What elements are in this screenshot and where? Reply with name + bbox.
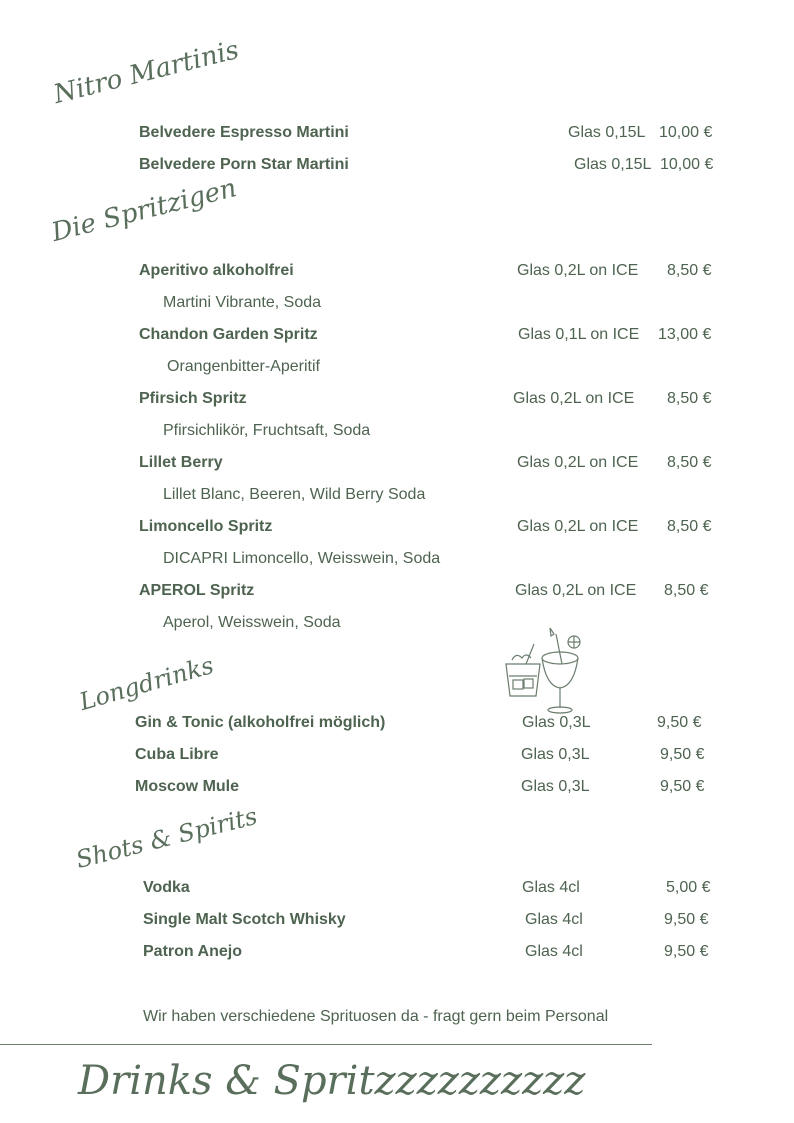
item-description: DICAPRI Limoncello, Weisswein, Soda [163, 550, 441, 567]
item-price: 9,50 € [664, 943, 709, 960]
item-size: Glas 0,15L [568, 124, 646, 141]
item-name: Limoncello Spritz [139, 518, 273, 535]
item-size: Glas 0,2L on ICE [517, 518, 639, 535]
item-price: 9,50 € [664, 911, 709, 928]
item-name: Pfirsich Spritz [139, 390, 247, 407]
footer-divider [0, 1044, 652, 1045]
section-title-longdrinks: Longdrinks [76, 651, 217, 716]
item-description: Pfirsichlikör, Fruchtsaft, Soda [163, 422, 371, 439]
item-name: Belvedere Porn Star Martini [139, 156, 349, 173]
item-name: APEROL Spritz [139, 582, 255, 599]
item-name: Aperitivo alkoholfrei [139, 262, 294, 279]
item-name: Lillet Berry [139, 454, 223, 471]
section-title-nitro-martinis: Nitro Martinis [50, 35, 242, 111]
item-size: Glas 0,3L [521, 746, 590, 763]
item-description: Orangenbitter-Aperitif [167, 358, 320, 375]
item-name: Chandon Garden Spritz [139, 326, 318, 343]
item-name: Single Malt Scotch Whisky [143, 911, 346, 928]
item-price: 9,50 € [660, 778, 705, 795]
item-size: Glas 4cl [522, 879, 580, 896]
item-size: Glas 4cl [525, 943, 583, 960]
item-price: 5,00 € [666, 879, 711, 896]
item-name: Vodka [143, 879, 190, 896]
item-price: 9,50 € [657, 714, 702, 731]
item-price: 8,50 € [667, 518, 712, 535]
cocktail-glasses-icon [500, 624, 590, 716]
item-size: Glas 0,1L on ICE [518, 326, 640, 343]
item-size: Glas 0,2L on ICE [517, 262, 639, 279]
item-name: Cuba Libre [135, 746, 219, 763]
item-size: Glas 0,2L on ICE [517, 454, 639, 471]
item-price: 10,00 € [660, 156, 714, 173]
item-description: Aperol, Weisswein, Soda [163, 614, 341, 631]
item-price: 8,50 € [667, 454, 712, 471]
item-name: Belvedere Espresso Martini [139, 124, 349, 141]
section-title-die-spritzigen: Die Spritzigen [48, 173, 240, 248]
item-size: Glas 0,2L on ICE [513, 390, 635, 407]
item-size: Glas 0,3L [522, 714, 591, 731]
item-name: Moscow Mule [135, 778, 240, 795]
item-size: Glas 4cl [525, 911, 583, 928]
item-price: 8,50 € [667, 390, 712, 407]
item-description: Lillet Blanc, Beeren, Wild Berry Soda [163, 486, 426, 503]
item-name: Patron Anejo [143, 943, 242, 960]
item-description: Martini Vibrante, Soda [163, 294, 322, 311]
item-size: Glas 0,3L [521, 778, 590, 795]
item-price: 8,50 € [664, 582, 709, 599]
item-size: Glas 0,2L on ICE [515, 582, 637, 599]
item-size: Glas 0,15L [574, 156, 652, 173]
item-price: 9,50 € [660, 746, 705, 763]
footer-title: Drinks & Spritzzzzzzzzzz [78, 1058, 586, 1104]
item-name: Gin & Tonic (alkoholfrei möglich) [135, 714, 386, 731]
item-price: 8,50 € [667, 262, 712, 279]
item-price: 13,00 € [658, 326, 712, 343]
item-price: 10,00 € [659, 124, 713, 141]
spirits-note: Wir haben verschiedene Sprituosen da - fragt gern beim Personal [143, 1008, 609, 1025]
section-title-shots-spirits: Shots & Spirits [73, 801, 261, 874]
